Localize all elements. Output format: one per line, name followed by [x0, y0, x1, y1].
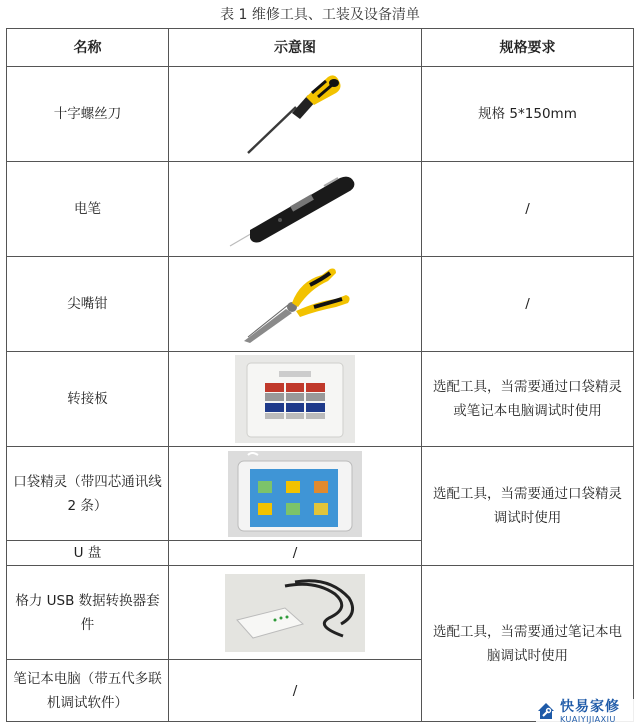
- row-spec: 选配工具，当需要通过口袋精灵调试时使用: [422, 447, 634, 566]
- row-spec: 选配工具，当需要通过口袋精灵或笔记本电脑调试时使用: [422, 352, 634, 447]
- pliers-photo: [230, 261, 360, 347]
- row-spec: /: [422, 257, 634, 352]
- row-diagram: [169, 162, 422, 257]
- row-name: 转接板: [7, 352, 169, 447]
- row-diagram: [169, 67, 422, 162]
- row-diagram: /: [169, 660, 422, 722]
- header-spec: 规格要求: [422, 29, 634, 67]
- table-row: [7, 566, 634, 660]
- row-diagram: [169, 352, 422, 447]
- row-name: 笔记本电脑（带五代多联机调试软件）: [7, 660, 169, 722]
- row-spec: 规格 5*150mm: [422, 67, 634, 162]
- table-row: [7, 352, 634, 447]
- row-spec: /: [422, 162, 634, 257]
- header-diagram: 示意图: [169, 29, 422, 67]
- header-name: 名称: [7, 29, 169, 67]
- table-header-row: [7, 29, 634, 67]
- row-name: U 盘: [7, 541, 169, 566]
- table-row: [7, 162, 634, 257]
- row-name: 电笔: [7, 162, 169, 257]
- table-row: [7, 257, 634, 352]
- table-row: [7, 447, 634, 541]
- row-spec: 选配工具，当需要通过笔记本电脑调试时使用: [422, 566, 634, 722]
- table-caption: 表 1 维修工具、工装及设备清单: [220, 7, 420, 23]
- watermark-logo: [536, 699, 636, 725]
- row-diagram: [169, 257, 422, 352]
- row-diagram: /: [169, 541, 422, 566]
- house-wrench-icon: [536, 701, 556, 721]
- row-name: 十字螺丝刀: [7, 67, 169, 162]
- row-diagram: [169, 566, 422, 660]
- watermark-en: KUAIYIJIAXIU: [560, 715, 616, 724]
- watermark-cn: 快易家修: [560, 699, 620, 715]
- row-name: 尖嘴钳: [7, 257, 169, 352]
- adapter-board-photo: [235, 355, 355, 443]
- usb-converter-photo: [225, 574, 365, 652]
- table-row: [7, 67, 634, 162]
- screwdriver-photo: [230, 71, 360, 157]
- row-name: 口袋精灵（带四芯通讯线 2 条）: [7, 447, 169, 541]
- row-diagram: [169, 447, 422, 541]
- test-pen-photo: [220, 166, 370, 252]
- tool-list-table: [6, 28, 634, 722]
- pocket-device-photo: [228, 451, 362, 537]
- row-name: 格力 USB 数据转换器套件: [7, 566, 169, 660]
